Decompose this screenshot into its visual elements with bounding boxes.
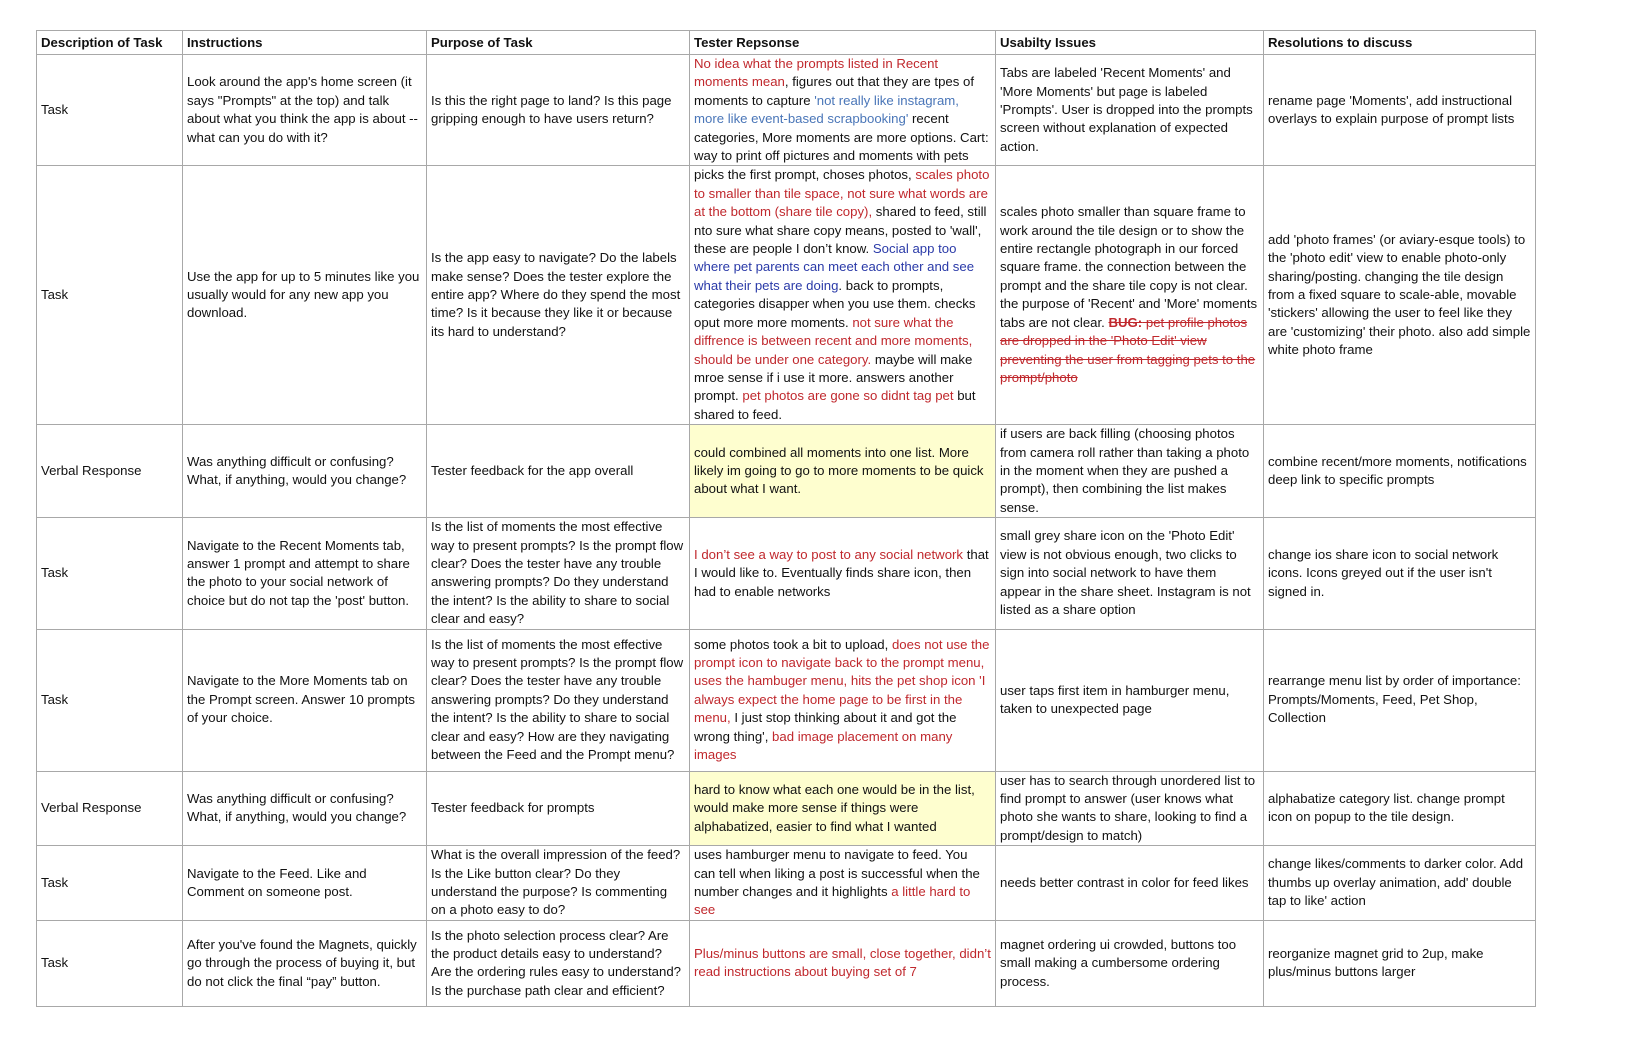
tester-response-cell-segment: shared to feed, still nto sure what share copy means, posted to 'wall', these are people I don’t know. xyxy=(694,204,987,257)
instructions-cell: After you've found the Magnets, quickly go through the process of buying it, but do not click the final “pay” button. xyxy=(183,920,427,1006)
tester-response-cell xyxy=(690,920,996,1006)
purpose-cell: What is the overall impression of the feed? Is the Like button clear? Do they understand the purpose? Is commenting on a photo easy to do? xyxy=(427,846,690,921)
tester-response-cell-segment: not sure what the diffrence is between recent and more moments, should be under one category. xyxy=(694,314,973,367)
instructions-cell: Navigate to the Recent Moments tab, answer 1 prompt and attempt to share the photo to your social network of choice but do not tap the 'post' button. xyxy=(183,518,427,629)
header-tester-response: Tester Repsonse xyxy=(690,31,996,55)
table-row xyxy=(37,920,1536,1006)
tester-response-cell xyxy=(690,518,996,629)
usability-issues-cell xyxy=(996,518,1264,629)
tester-response-cell-segment: I don’t see a way to post to any social network xyxy=(694,546,964,562)
header-purpose: Purpose of Task xyxy=(427,31,690,55)
table-row xyxy=(37,425,1536,518)
resolutions-cell: rearrange menu list by order of importance: Prompts/Moments, Feed, Pet Shop, Collection xyxy=(1264,629,1536,771)
purpose-cell: Is this the right page to land? Is this page gripping enough to have users return? xyxy=(427,55,690,166)
description-cell: Task xyxy=(37,166,183,425)
instructions-cell: Navigate to the Feed. Like and Comment on someone post. xyxy=(183,846,427,921)
tester-response-cell xyxy=(690,55,996,166)
tester-response-cell-segment: could combined all moments into one list. More likely im going to go to more moments to be quick about what I want. xyxy=(694,444,984,497)
table-row xyxy=(37,55,1536,166)
tester-response-cell-segment: No idea what the prompts listed in Recent moments mean xyxy=(694,56,939,90)
tester-response-cell-segment: does not use the prompt icon to navigate back to the prompt menu, uses the hambuger menu, hits the pet shop icon 'I always expect the home page to be first in the menu, xyxy=(694,636,990,726)
description-cell: Task xyxy=(37,518,183,629)
table-row xyxy=(37,771,1536,846)
resolutions-cell: rename page 'Moments', add instructional overlays to explain purpose of prompt lists xyxy=(1264,55,1536,166)
usability-issues-cell-segment: scales photo smaller than square frame to work around the tile design or to show the entire rectangle photograph in our forced square frame. the connection between the prompt and the share tile copy is not clear. the purpose of 'Recent' and 'More' moments tabs are not clear. xyxy=(1000,204,1258,330)
tester-response-cell-segment: pet photos are gone so didnt tag pet xyxy=(742,388,954,404)
tester-response-cell-segment: Plus/minus buttons are small, close together, didn’t read instructions about buying set of 7 xyxy=(694,945,991,980)
purpose-cell: Is the list of moments the most effective way to present prompts? Is the prompt flow clear? Does the tester have any trouble answering prompts? Do they understand the intent? Is the ability to share to social clear and easy? xyxy=(427,518,690,629)
header-description: Description of Task xyxy=(37,31,183,55)
table-row xyxy=(37,846,1536,921)
tester-response-cell-segment: picks the first prompt, choses photos, xyxy=(694,167,916,183)
tester-response-cell-segment: uses hamburger menu to navigate to feed. You can tell when liking a post is successful when the number changes and it highlights xyxy=(694,847,980,900)
tester-response-cell-segment: Social app too where pet parents can meet each other and see what their pets are doing xyxy=(694,241,975,293)
table-row xyxy=(37,629,1536,771)
resolutions-cell: change ios share icon to social network icons. Icons greyed out if the user isn't signed in. xyxy=(1264,518,1536,629)
tester-response-cell-segment: a little hard to see xyxy=(694,884,971,918)
usability-test-table xyxy=(36,30,1536,1007)
description-cell: Task xyxy=(37,846,183,921)
tester-response-cell xyxy=(690,846,996,921)
usability-issues-cell xyxy=(996,425,1264,518)
resolutions-cell: change likes/comments to darker color. Add thumbs up overlay animation, add' double tap to like' action xyxy=(1264,846,1536,921)
purpose-cell: Is the photo selection process clear? Are the product details easy to understand? Are the ordering rules easy to understand? Is the purchase path clear and efficient? xyxy=(427,920,690,1006)
usability-issues-cell xyxy=(996,55,1264,166)
tester-response-cell-segment: some photos took a bit to upload, xyxy=(694,636,892,652)
tester-response-cell-segment: that I would like to. Eventually finds share icon, then had to enable networks xyxy=(694,546,989,599)
usability-issues-cell-segment: small grey share icon on the 'Photo Edit' view is not obvious enough, two clicks to sign into social network to have them appear in the share sheet. Instagram is not listed as a share option xyxy=(1000,528,1251,617)
usability-issues-cell-segment: Tabs are labeled 'Recent Moments' and 'More Moments' but page is labeled 'Prompts'. User is dropped into the prompts screen without explanation of expected action. xyxy=(1000,65,1253,154)
tester-response-cell-segment: recent categories, More moments are more options. Cart: way to print off pictures and moments with pets xyxy=(694,111,989,164)
tester-response-cell xyxy=(690,166,996,425)
description-cell: Task xyxy=(37,55,183,166)
tester-response-cell-segment: but shared to feed. xyxy=(694,388,976,422)
tester-response-cell-segment: hard to know what each one would be in the list, would make more sense if things were alphabatized, easier to find what I wanted xyxy=(694,781,975,834)
header-row xyxy=(37,31,1536,55)
purpose-cell: Tester feedback for the app overall xyxy=(427,425,690,518)
usability-issues-cell xyxy=(996,846,1264,921)
instructions-cell: Look around the app's home screen (it says "Prompts" at the top) and talk about what you think the app is about -- what can you do with it? xyxy=(183,55,427,166)
usability-issues-cell xyxy=(996,166,1264,425)
instructions-cell: Was anything difficult or confusing? What, if anything, would you change? xyxy=(183,771,427,846)
tester-response-cell-segment: scales photo to smaller than tile space, not sure what words are at the bottom (share tile copy), xyxy=(694,167,990,220)
usability-issues-cell-segment: needs better contrast in color for feed likes xyxy=(1000,874,1249,890)
table-body xyxy=(37,55,1536,1007)
tester-response-cell-segment: . back to prompts, categories disapper when you use them. checks oput more more moments. xyxy=(694,277,976,330)
tester-response-cell xyxy=(690,425,996,518)
header-instructions: Instructions xyxy=(183,31,427,55)
description-cell: Verbal Response xyxy=(37,425,183,518)
header-resolutions: Resolutions to discuss xyxy=(1264,31,1536,55)
purpose-cell: Is the app easy to navigate? Do the labels make sense? Does the tester explore the entire app? Where do they spend the most time? Is it because they like it or because its hard to understand? xyxy=(427,166,690,425)
usability-issues-cell-segment: user taps first item in hamburger menu, taken to unexpected page xyxy=(1000,682,1230,717)
usability-issues-cell xyxy=(996,629,1264,771)
description-cell: Task xyxy=(37,629,183,771)
usability-issues-cell xyxy=(996,920,1264,1006)
usability-issues-cell-segment: BUG: xyxy=(1108,314,1143,330)
resolutions-cell: alphabatize category list. change prompt icon on popup to the tile design. xyxy=(1264,771,1536,846)
instructions-cell: Use the app for up to 5 minutes like you usually would for any new app you download. xyxy=(183,166,427,425)
instructions-cell: Was anything difficult or confusing? What, if anything, would you change? xyxy=(183,425,427,518)
usability-issues-cell xyxy=(996,771,1264,846)
instructions-cell: Navigate to the More Moments tab on the Prompt screen. Answer 10 prompts of your choice. xyxy=(183,629,427,771)
usability-issues-cell-segment: magnet ordering ui crowded, buttons too small making a cumbersome ordering process. xyxy=(1000,936,1237,989)
table-row xyxy=(37,518,1536,629)
tester-response-cell-segment: I just stop thinking about it and got the wrong thing', xyxy=(694,710,957,744)
header-usability-issues: Usabilty Issues xyxy=(996,31,1264,55)
description-cell: Verbal Response xyxy=(37,771,183,846)
resolutions-cell: add 'photo frames' (or aviary-esque tools) to the 'photo edit' view to enable photo-only sharing/posting. changing the tile design from a fixed square to scale-able, movable 'stickers' allowing the user to feel like they are 'customizing' their photo. also add simple white photo frame xyxy=(1264,166,1536,425)
table-row xyxy=(37,166,1536,425)
resolutions-cell: reorganize magnet grid to 2up, make plus/minus buttons larger xyxy=(1264,920,1536,1006)
description-cell: Task xyxy=(37,920,183,1006)
usability-issues-cell-segment: pet profile photos are dropped in the 'Photo Edit' view preventing the user from tagging pets to the prompt/photo xyxy=(1000,314,1256,385)
usability-issues-cell-segment: user has to search through unordered list to find prompt to answer (user knows what photo she wants to share, looking to find a prompt/design to match) xyxy=(1000,772,1256,843)
tester-response-cell-segment: bad image placement on many images xyxy=(694,728,953,763)
tester-response-cell xyxy=(690,771,996,846)
tester-response-cell xyxy=(690,629,996,771)
tester-response-cell-segment: maybe will make mroe sense if i use it more. answers another prompt. xyxy=(694,351,973,404)
tester-response-cell-segment: , figures out that they are tpes of moments to capture xyxy=(694,74,975,108)
purpose-cell: Tester feedback for prompts xyxy=(427,771,690,846)
tester-response-cell-segment: 'not really like instagram, more like event-based scrapbooking' xyxy=(694,92,959,127)
purpose-cell: Is the list of moments the most effective way to present prompts? Is the prompt flow clear? Does the tester have any trouble answering prompts? Do they understand the intent? Is the ability to share to social clear and easy? How are they navigating between the Feed and the Prompt menu? xyxy=(427,629,690,771)
resolutions-cell: combine recent/more moments, notifications deep link to specific prompts xyxy=(1264,425,1536,518)
usability-issues-cell-segment: if users are back filling (choosing photos from camera roll rather than taking a photo in the moment when they are pushed a prompt), then combining the list makes sense. xyxy=(1000,426,1250,515)
